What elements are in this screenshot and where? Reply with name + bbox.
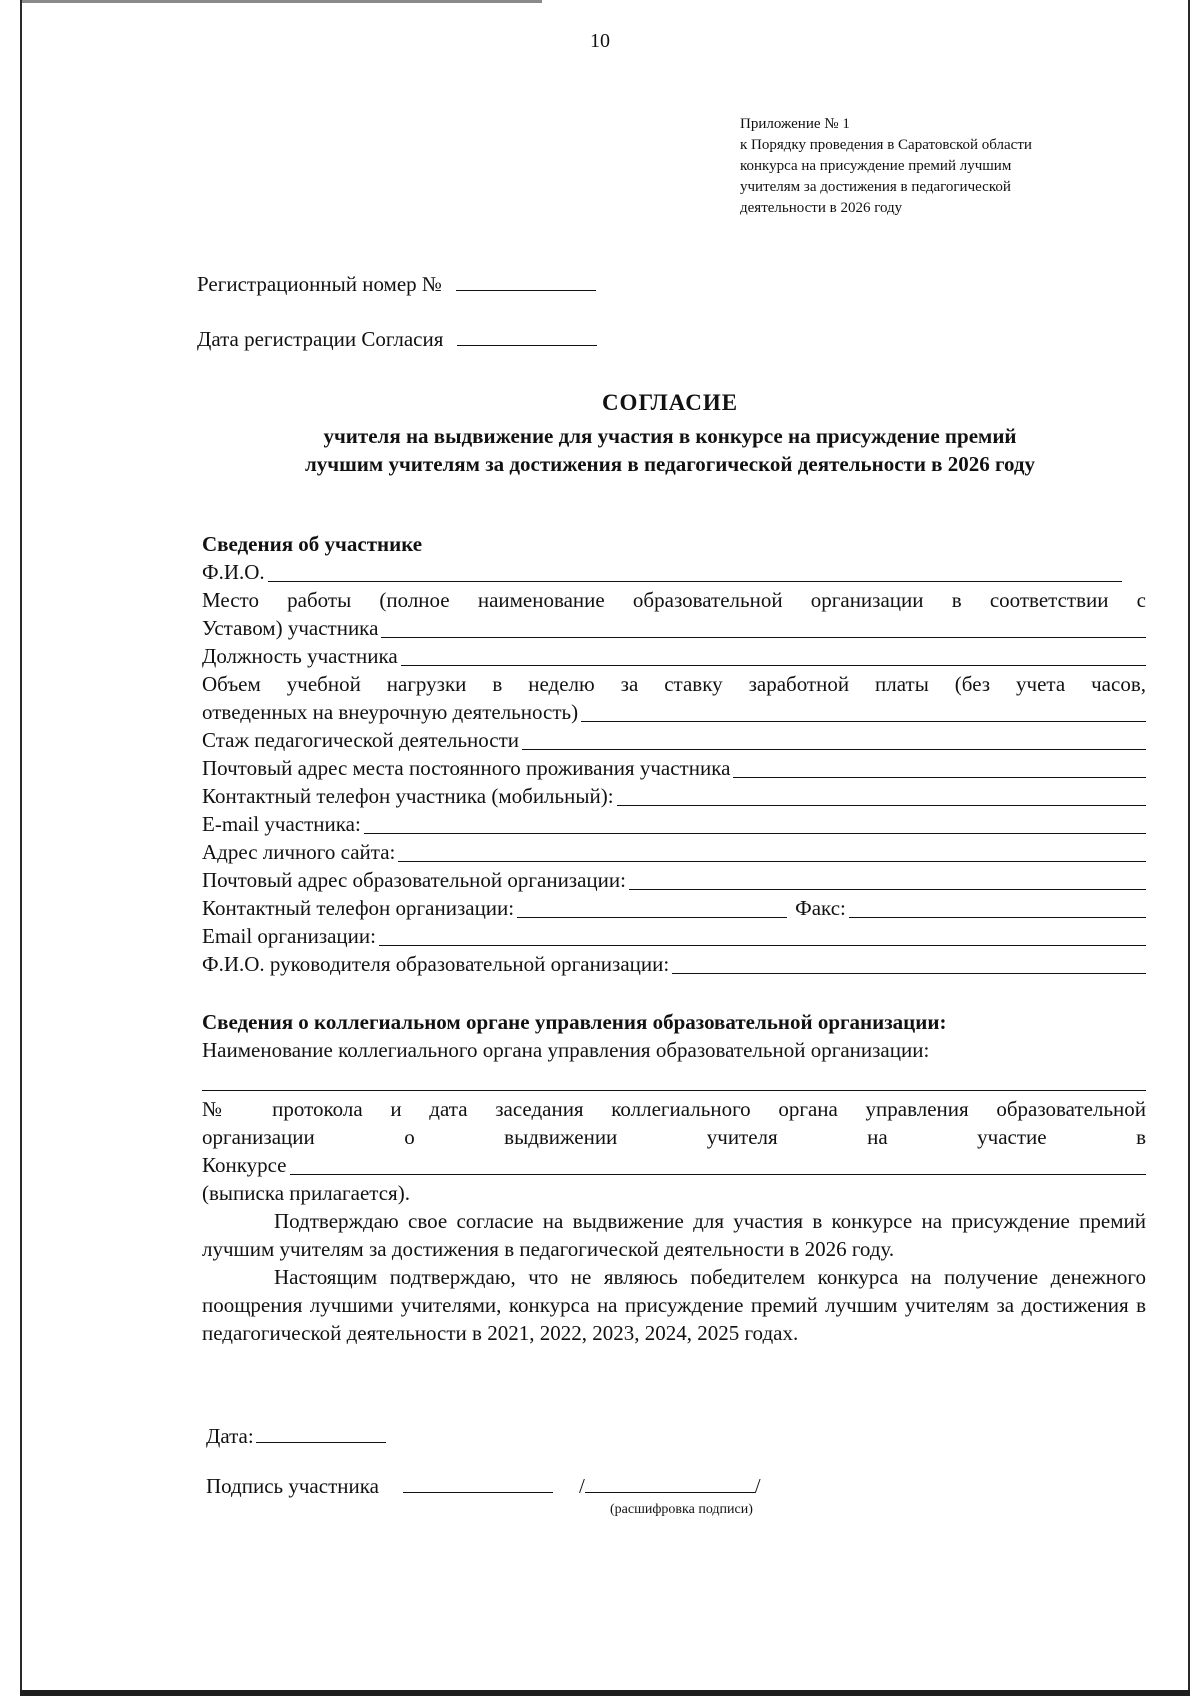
org-email-field[interactable] bbox=[379, 944, 1146, 946]
protocol-label: Конкурсе bbox=[202, 1153, 287, 1177]
fax-label: Факс: bbox=[795, 896, 846, 920]
org-phone-label: Контактный телефон организации: bbox=[202, 896, 515, 920]
fio-label: Ф.И.О. bbox=[202, 560, 265, 584]
website-row bbox=[202, 838, 1146, 866]
registration-date-row bbox=[197, 327, 597, 352]
form-body bbox=[202, 530, 1146, 1347]
slash-open: / bbox=[578, 1474, 585, 1498]
org-postal-row bbox=[202, 866, 1146, 894]
workplace-label-line: Место работы (полное наименование образовательной организации в соответствии с bbox=[202, 588, 1146, 612]
fio-field[interactable] bbox=[268, 580, 1122, 582]
registration-date-label: Дата регистрации Согласия bbox=[197, 327, 444, 351]
protocol-label-line: № протокола и дата заседания коллегиального органа управления образовательной bbox=[202, 1097, 1146, 1121]
website-label: Адрес личного сайта: bbox=[202, 840, 396, 864]
date-label: Дата: bbox=[206, 1424, 254, 1448]
document-title bbox=[230, 390, 1110, 478]
load-label: отведенных на внеурочную деятельность) bbox=[202, 700, 579, 724]
head-fio-label: Ф.И.О. руководителя образовательной организации: bbox=[202, 952, 670, 976]
signature-field[interactable] bbox=[403, 1491, 553, 1493]
load-row bbox=[202, 698, 1146, 726]
load-label-line: Объем учебной нагрузки в неделю за ставку заработной платы (без учета часов, bbox=[202, 672, 1146, 696]
protocol-field[interactable] bbox=[290, 1173, 1146, 1175]
title-line: учителя на выдвижение для участия в конкурсе на присуждение премий bbox=[323, 424, 1017, 448]
collegial-heading: Сведения о коллегиальном органе управления образовательной организации: bbox=[202, 1010, 947, 1034]
org-phone-field[interactable] bbox=[517, 916, 787, 918]
signature-row bbox=[206, 1474, 761, 1499]
phone-label: Контактный телефон участника (мобильный): bbox=[202, 784, 614, 808]
workplace-row bbox=[202, 614, 1146, 642]
registration-number-row bbox=[197, 272, 596, 297]
scan-top-edge bbox=[22, 0, 542, 3]
experience-row bbox=[202, 726, 1146, 754]
title-main: СОГЛАСИЕ bbox=[601, 390, 739, 415]
confirm-paragraph: Настоящим подтверждаю, что не являюсь победителем конкурса на получение денежного поощрения лучшими учителями, конкурса на присуждение премий лучшим учителям за достижения в педагогической деятельности в 2021, 2022, 2023, 2024, 2025 годах. bbox=[202, 1265, 1146, 1345]
postal-address-row bbox=[202, 754, 1146, 782]
registration-number-field[interactable] bbox=[456, 289, 596, 291]
slash-close: / bbox=[754, 1474, 761, 1498]
fio-row bbox=[202, 558, 1122, 586]
org-phone-row bbox=[202, 894, 1146, 922]
registration-number-label: Регистрационный номер № bbox=[197, 272, 442, 296]
position-field[interactable] bbox=[401, 664, 1146, 666]
org-postal-label: Почтовый адрес образовательной организации: bbox=[202, 868, 626, 892]
appendix-line: учителям за достижения в педагогической bbox=[740, 179, 1011, 195]
workplace-field[interactable] bbox=[381, 636, 1146, 638]
postal-address-field[interactable] bbox=[733, 776, 1146, 778]
appendix-note bbox=[740, 114, 1180, 219]
collegial-name-field[interactable] bbox=[202, 1064, 1146, 1091]
signature-decode-field[interactable] bbox=[585, 1491, 755, 1493]
org-postal-field[interactable] bbox=[629, 888, 1146, 890]
protocol-row bbox=[202, 1151, 1146, 1179]
head-fio-row bbox=[202, 950, 1146, 978]
position-row bbox=[202, 642, 1146, 670]
head-fio-field[interactable] bbox=[672, 972, 1146, 974]
email-label: E-mail участника: bbox=[202, 812, 361, 836]
position-label: Должность участника bbox=[202, 644, 398, 668]
email-field[interactable] bbox=[364, 832, 1146, 834]
workplace-label: Уставом) участника bbox=[202, 616, 379, 640]
participant-heading: Сведения об участнике bbox=[202, 532, 423, 556]
scan-bottom-edge bbox=[20, 1690, 1190, 1696]
appendix-line: деятельности в 2026 году bbox=[740, 200, 903, 216]
collegial-name-label: Наименование коллегиального органа управления образовательной организации: bbox=[202, 1038, 930, 1062]
org-email-row bbox=[202, 922, 1146, 950]
experience-field[interactable] bbox=[522, 748, 1146, 750]
phone-field[interactable] bbox=[617, 804, 1146, 806]
fax-field[interactable] bbox=[849, 916, 1146, 918]
org-email-label: Email организации: bbox=[202, 924, 376, 948]
load-field[interactable] bbox=[581, 720, 1146, 722]
protocol-label-line: организации о выдвижении учителя на участие в bbox=[202, 1125, 1146, 1149]
appendix-line: к Порядку проведения в Саратовской области bbox=[740, 137, 1032, 153]
appendix-line: Приложение № 1 bbox=[740, 116, 850, 132]
experience-label: Стаж педагогической деятельности bbox=[202, 728, 520, 752]
consent-paragraph: Подтверждаю свое согласие на выдвижение для участия в конкурсе на присуждение премий лучшим учителям за достижения в педагогической деятельности в 2026 году. bbox=[202, 1209, 1146, 1261]
extract-note: (выписка прилагается). bbox=[202, 1181, 410, 1205]
email-row bbox=[202, 810, 1146, 838]
website-field[interactable] bbox=[398, 860, 1146, 862]
registration-date-field[interactable] bbox=[457, 344, 597, 346]
date-field[interactable] bbox=[256, 1441, 386, 1443]
signature-label: Подпись участника bbox=[206, 1474, 379, 1498]
title-line: лучшим учителям за достижения в педагогической деятельности в 2026 году bbox=[304, 452, 1036, 476]
date-row bbox=[206, 1424, 386, 1449]
page-number: 10 bbox=[590, 30, 610, 52]
appendix-line: конкурса на присуждение премий лучшим bbox=[740, 158, 1012, 174]
phone-row bbox=[202, 782, 1146, 810]
signature-decode-caption: (расшифровка подписи) bbox=[610, 1502, 753, 1517]
postal-address-label: Почтовый адрес места постоянного проживания участника bbox=[202, 756, 731, 780]
